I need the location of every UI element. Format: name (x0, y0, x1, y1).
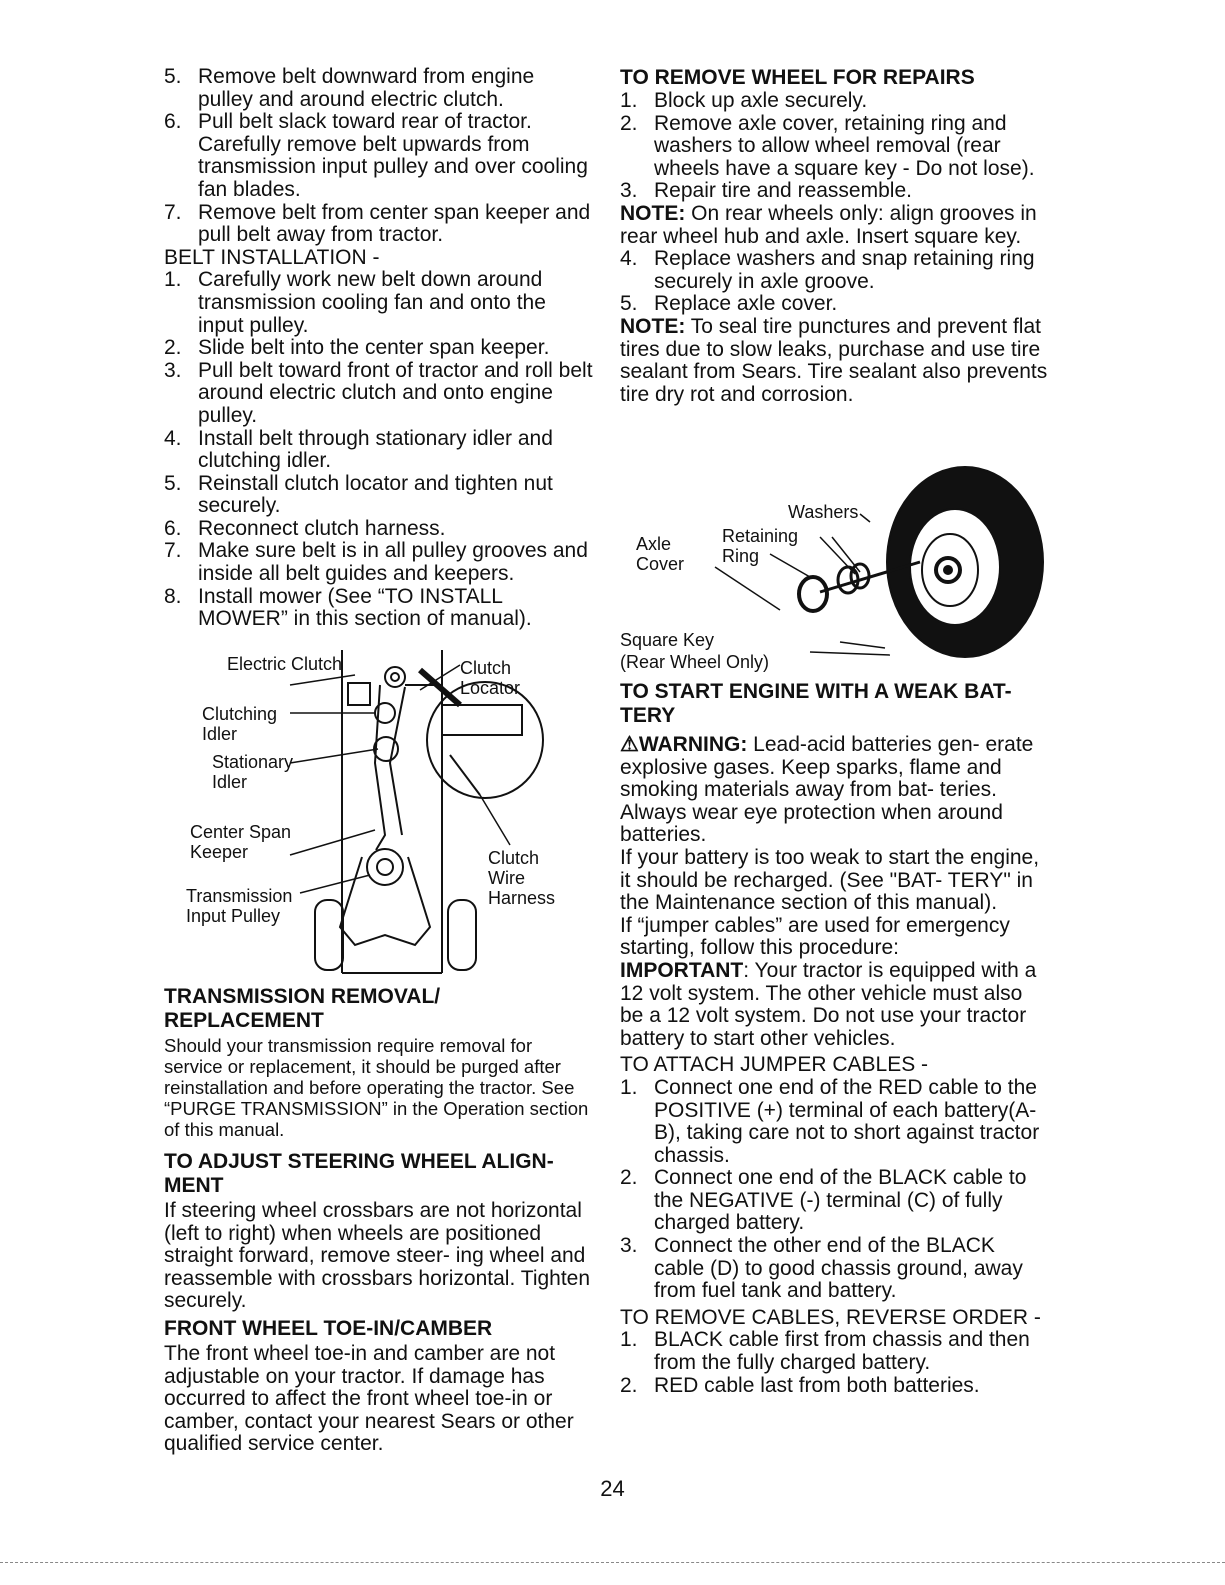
label-axle-cover: Axle Cover (636, 534, 685, 574)
warning-icon: ⚠ (620, 733, 639, 756)
transmission-text: Should your transmission require removal for service or replacement, it should be purged after reinstallation and before operating the tractor. See “PURGE TRANSMISSION” in the Operation section of this manual. (164, 1035, 589, 1140)
label-clutch-wire-harness: Clutch Wire Harness (488, 848, 556, 908)
wheel-repair-heading: TO REMOVE WHEEL FOR REPAIRS (620, 66, 975, 89)
belt-installation-steps (164, 269, 594, 631)
list-item: 3. Pull belt toward front of tractor and roll belt around electric clutch and onto engine pulley. (164, 358, 593, 427)
list-item: 5. Remove belt downward from engine pulley and around electric clutch. (164, 65, 535, 111)
label-clutch-locator: Clutch Locator (460, 658, 521, 698)
page-number: 24 (600, 1476, 625, 1501)
left-column-lower (164, 985, 594, 1456)
label-transmission-input-pulley: Transmission Input Pulley (186, 886, 293, 926)
toe-camber-heading: FRONT WHEEL TOE-IN/CAMBER (164, 1316, 493, 1340)
label-square-key: Square Key (620, 630, 715, 650)
list-item: 2. Slide belt into the center span keeper. (164, 336, 550, 360)
label-clutching-idler: Clutching Idler (202, 704, 278, 744)
toe-camber-text: The front wheel toe-in and camber are not adjustable on your tractor. If damage has occurred to affect the front wheel toe-in or camber, contact your nearest Sears or other qualified service center. (164, 1341, 574, 1456)
list-item: 8. Install mower (See “TO INSTALL MOWER” in this section of manual). (164, 584, 532, 631)
right-column-lower (620, 680, 1050, 1397)
list-item: 3. Connect the other end of the BLACK cable (D) to good chassis ground, away from fuel tank and battery. (620, 1234, 1023, 1303)
list-item: 2. RED cable last from both batteries. (620, 1373, 980, 1397)
footer-divider (0, 1562, 1225, 1564)
list-item: 7. Remove belt from center span keeper and pull belt away from tractor. (164, 200, 591, 247)
list-item: 6. Pull belt slack toward rear of tractor. Carefully remove belt upwards from transmission input pulley and over cooling fan blades. (164, 110, 588, 201)
label-rear-wheel-only: (Rear Wheel Only) (620, 652, 770, 672)
transmission-heading: TRANSMISSION REMOVAL/ REPLACEMENT (164, 985, 441, 1032)
right-column (620, 66, 1050, 406)
list-item: 5. Replace axle cover. (620, 292, 838, 316)
list-item: 5. Reinstall clutch locator and tighten nut securely. (164, 471, 553, 518)
list-item: 1. Block up axle securely. (620, 89, 868, 112)
belt-installation-heading: BELT INSTALLATION - (164, 245, 380, 269)
list-item: 1. Carefully work new belt down around transmission cooling fan and onto the input pulley. (164, 268, 546, 337)
remove-cables-heading: TO REMOVE CABLES, REVERSE ORDER - (620, 1305, 1041, 1329)
important-paragraph: IMPORTANT: Your tractor is equipped with a 12 volt system. The other vehicle must also be a 12 volt system. Do not use your tractor battery to start other vehicles. (620, 958, 1037, 1050)
jumper-cables-text: If “jumper cables” are used for emergency starting, follow this procedure: (620, 913, 1010, 960)
weak-battery-heading: TO START ENGINE WITH A WEAK BAT- TERY (620, 680, 1012, 727)
list-item: 3. Repair tire and reassemble. (620, 179, 912, 203)
label-stationary-idler: Stationary Idler (212, 752, 294, 792)
belt-removal-steps (164, 66, 594, 247)
list-item: 2. Connect one end of the BLACK cable to the NEGATIVE (-) terminal (C) of fully charged battery. (620, 1166, 1027, 1235)
list-item: 4. Install belt through stationary idler and clutching idler. (164, 426, 553, 473)
label-retaining-ring: Retaining Ring (722, 526, 799, 566)
list-item: 1. Connect one end of the RED cable to the POSITIVE (+) terminal of each battery(A-B), taking care not to short against tractor chassis. (620, 1075, 1040, 1167)
label-center-span-keeper: Center Span Keeper (190, 822, 292, 862)
steering-heading: TO ADJUST STEERING WHEEL ALIGN- MENT (164, 1150, 554, 1197)
list-item: 4. Replace washers and snap retaining ring securely in axle groove. (620, 247, 1035, 293)
weak-battery-text: If your battery is too weak to start the engine, it should be recharged. (See "BAT- TERY" in the Maintenance section of this manual). (620, 845, 1040, 915)
note-tire-sealant: NOTE: To seal tire punctures and prevent flat tires due to slow leaks, purchase and use tire sealant from Sears. Tire sealant also prevents tire dry rot and corrosion. (620, 314, 1048, 406)
attach-cables-heading: TO ATTACH JUMPER CABLES - (620, 1053, 929, 1077)
list-item: 7. Make sure belt is in all pulley grooves and inside all belt guides and keepers. (164, 539, 588, 586)
steering-text: If steering wheel crossbars are not horizontal (left to right) when wheels are positioned straight forward, remove steer- ing wheel and reassemble with crossbars horizontal. Tighten securely. (164, 1199, 591, 1313)
list-item: 6. Reconnect clutch harness. (164, 516, 446, 540)
left-column (164, 66, 594, 631)
label-washers: Washers (788, 502, 859, 522)
note-rear-wheels: NOTE: On rear wheels only: align grooves in rear wheel hub and axle. Insert square key. (620, 201, 1037, 248)
label-electric-clutch: Electric Clutch (227, 654, 343, 674)
list-item: 2. Remove axle cover, retaining ring and washers to allow wheel removal (rear wheels have a square key - Do not lose). (620, 111, 1035, 180)
list-item: 1. BLACK cable first from chassis and then from the fully charged battery. (620, 1328, 1030, 1375)
warning-paragraph: ⚠WARNING: Lead-acid batteries gen- erate explosive gases. Keep sparks, flame and smoking materials away from bat- teries. Always wear eye protection when around batteries. (620, 733, 1034, 847)
